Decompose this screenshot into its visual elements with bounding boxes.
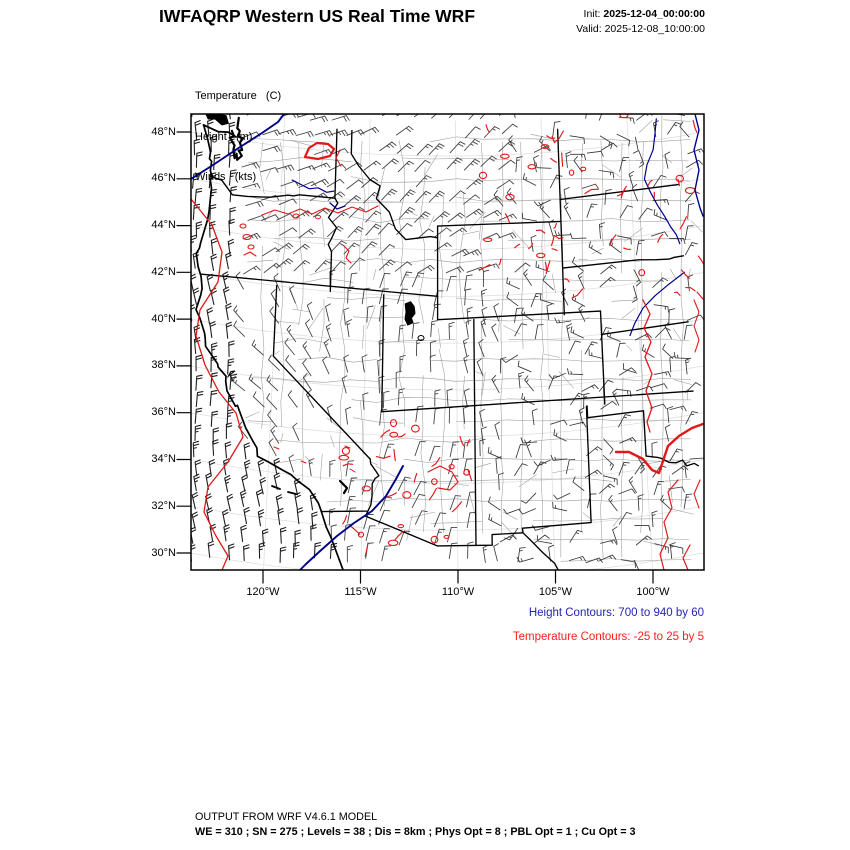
valid-label: Valid: xyxy=(576,23,602,35)
init-valid-block xyxy=(576,7,705,37)
lon-tick-label: 105°W xyxy=(538,586,573,598)
legend-height: Height (m) xyxy=(195,130,253,143)
footer-config-line: WE = 310 ; SN = 275 ; Levels = 38 ; Dis = 8km ; Phys Opt = 8 ; PBL Opt = 1 ; Cu Opt = 3 xyxy=(195,826,636,838)
lat-tick-label: 48°N xyxy=(151,125,176,138)
lon-tick-label: 100°W xyxy=(636,586,670,598)
plot-title: IWFAQRP Western US Real Time WRF xyxy=(158,6,476,26)
lat-tick-label: 44°N xyxy=(151,219,176,232)
init-label: Init: xyxy=(583,8,601,20)
lon-tick-label: 110°W xyxy=(441,586,475,598)
lat-tick-label: 32°N xyxy=(151,499,176,512)
height-contours-note: Height Contours: 700 to 940 by 60 xyxy=(528,607,704,619)
lon-tick-label: 120°W xyxy=(246,586,280,598)
legend-temperature: Temperature (C) xyxy=(195,90,282,102)
lat-tick-label: 36°N xyxy=(151,406,176,419)
lat-tick-label: 40°N xyxy=(151,312,176,325)
temperature-contours-note: Temperature Contours: -25 to 25 by 5 xyxy=(512,631,704,643)
lat-tick-label: 42°N xyxy=(151,265,176,278)
legend-winds: Winds (kts) xyxy=(195,171,257,183)
valid-line xyxy=(576,22,705,37)
lat-tick-label: 38°N xyxy=(151,359,176,372)
footer-model-line: OUTPUT FROM WRF V4.6.1 MODEL xyxy=(195,811,378,823)
init-value: 2025-12-04_00:00:00 xyxy=(603,8,705,20)
variable-legend xyxy=(195,63,281,212)
lat-tick-label: 34°N xyxy=(151,452,176,465)
lon-tick-label: 115°W xyxy=(344,586,377,598)
valid-value: 2025-12-08_10:00:00 xyxy=(604,23,705,35)
init-line xyxy=(576,7,705,22)
lat-tick-label: 30°N xyxy=(151,546,176,559)
model-footer xyxy=(195,810,636,840)
lat-tick-label: 46°N xyxy=(151,172,176,185)
